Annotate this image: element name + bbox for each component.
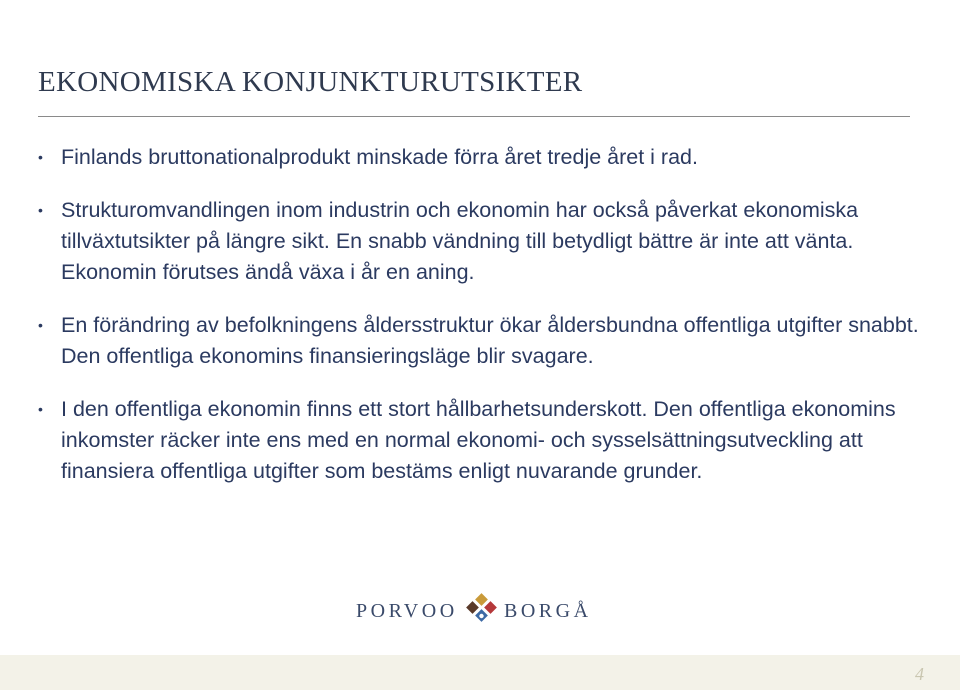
page-number: 4 (915, 664, 924, 684)
bullet-item (38, 142, 938, 173)
porvoo-borga-logo (356, 592, 606, 628)
footer-band (0, 655, 960, 690)
bullet-icon: • (38, 317, 43, 333)
title-divider (38, 116, 910, 117)
bullet-icon: • (38, 401, 43, 417)
bullet-list (38, 142, 938, 509)
page-title: EKONOMISKA KONJUNKTURUTSIKTER (38, 66, 583, 98)
bullet-icon: • (38, 202, 43, 218)
bullet-icon: • (38, 149, 43, 165)
bullet-item (38, 394, 938, 487)
logo-word-porvoo: PORVOO (356, 600, 458, 622)
porvoo-borga-emblem-icon (464, 592, 502, 628)
bullet-text: Finlands bruttonationalprodukt minskade förra året tredje året i rad. (61, 145, 698, 169)
bullet-text: Strukturomvandlingen inom industrin och ekonomin har också påverkat ekonomiska tillväxtutsikter på längre sikt. En snabb vändning till betydligt bättre är inte att vänta. Ekonomin förutses ändå växa i år en aning. (61, 198, 859, 284)
bullet-text: En förändring av befolkningens åldersstruktur ökar åldersbundna offentliga utgifter snabbt. Den offentliga ekonomins finansieringsläge blir svagare. (61, 313, 919, 368)
bullet-text: I den offentliga ekonomin finns ett stort hållbarhetsunderskott. Den offentliga ekonomins inkomster räcker inte ens med en normal ekonomi- och sysselsättningsutveckling att finansiera offentliga utgifter som bestäms enligt nuvarande grunder. (61, 397, 896, 483)
bullet-item (38, 310, 938, 372)
logo-word-borga: BORGÅ (504, 600, 592, 622)
bullet-item (38, 195, 938, 288)
